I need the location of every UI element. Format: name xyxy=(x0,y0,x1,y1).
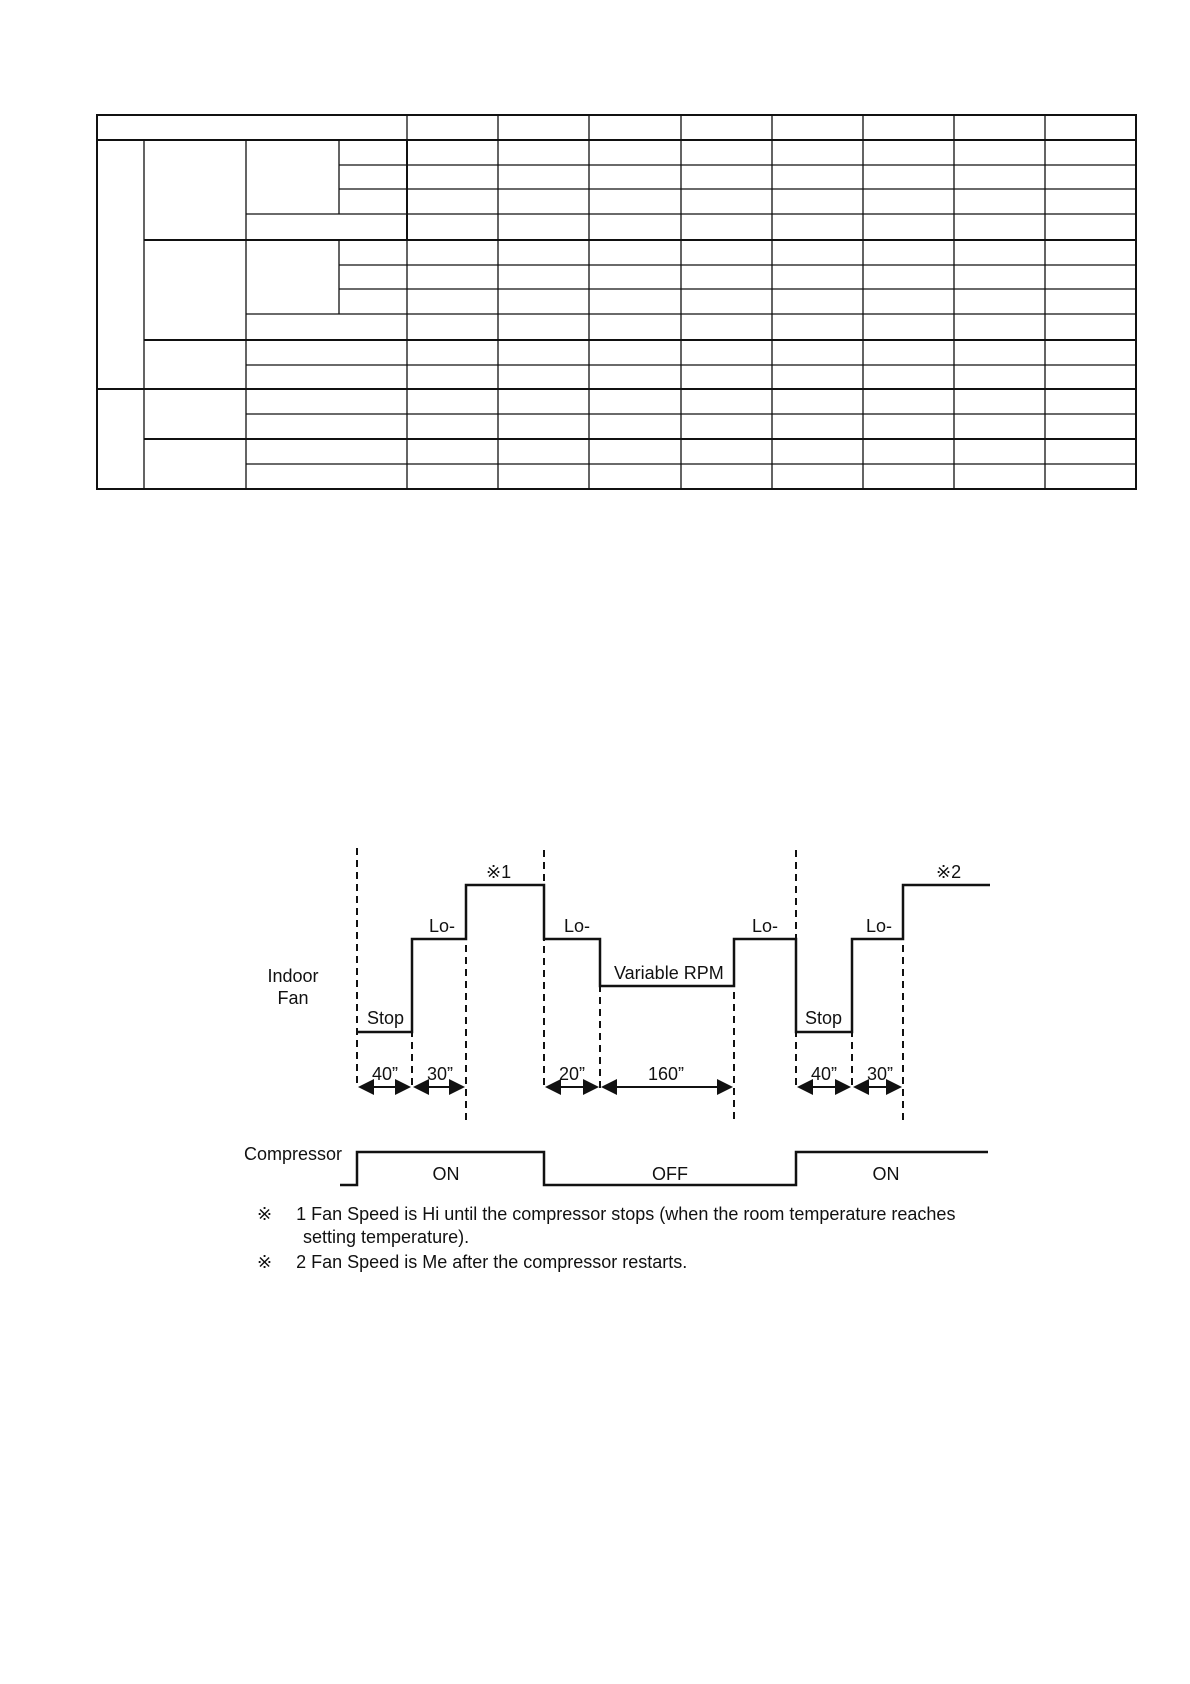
indoor-fan-waveform xyxy=(357,885,990,1032)
note-mark-1: ※1 xyxy=(486,862,512,882)
fan-level-lo-4: Lo- xyxy=(866,916,893,936)
row-lines xyxy=(97,165,1136,464)
duration-label: 160” xyxy=(647,1064,685,1084)
compressor-waveform xyxy=(340,1152,988,1185)
duration-label: 20” xyxy=(558,1064,586,1084)
duration-label: 30” xyxy=(866,1064,894,1084)
compressor-label: Compressor xyxy=(244,1144,343,1164)
spec-table xyxy=(96,114,1138,492)
footnote-mark: ※ xyxy=(257,1204,273,1224)
compressor-state-on-1: ON xyxy=(432,1164,460,1184)
fan-level-lo-1: Lo- xyxy=(429,916,456,936)
duration-label: 40” xyxy=(371,1064,399,1084)
footnote-text: 2 Fan Speed is Me after the compressor restarts. xyxy=(296,1252,688,1272)
footnote-2 xyxy=(257,1251,687,1273)
fan-level-stop-1: Stop xyxy=(367,1008,405,1028)
fan-level-variable: Variable RPM xyxy=(614,963,724,983)
duration-label: 40” xyxy=(810,1064,838,1084)
table-border xyxy=(97,115,1136,489)
duration-label: 30” xyxy=(426,1064,454,1084)
footnote-1 xyxy=(257,1203,955,1225)
footnote-mark: ※ xyxy=(257,1252,273,1272)
compressor-state-off: OFF xyxy=(652,1164,688,1184)
note-mark-2: ※2 xyxy=(936,862,962,882)
guide-lines xyxy=(357,848,903,1124)
indoor-fan-label-line1: Indoor xyxy=(267,966,319,986)
value-column-lines xyxy=(407,115,1045,489)
indoor-fan-label-line2: Fan xyxy=(277,988,309,1008)
fan-level-stop-2: Stop xyxy=(805,1008,843,1028)
footnote-1-continued: setting temperature). xyxy=(303,1227,470,1247)
footnote-text: 1 Fan Speed is Hi until the compressor stops (when the room temperature reaches xyxy=(296,1204,956,1224)
fan-level-lo-3: Lo- xyxy=(752,916,779,936)
compressor-state-on-2: ON xyxy=(872,1164,900,1184)
fan-level-lo-2: Lo- xyxy=(564,916,591,936)
